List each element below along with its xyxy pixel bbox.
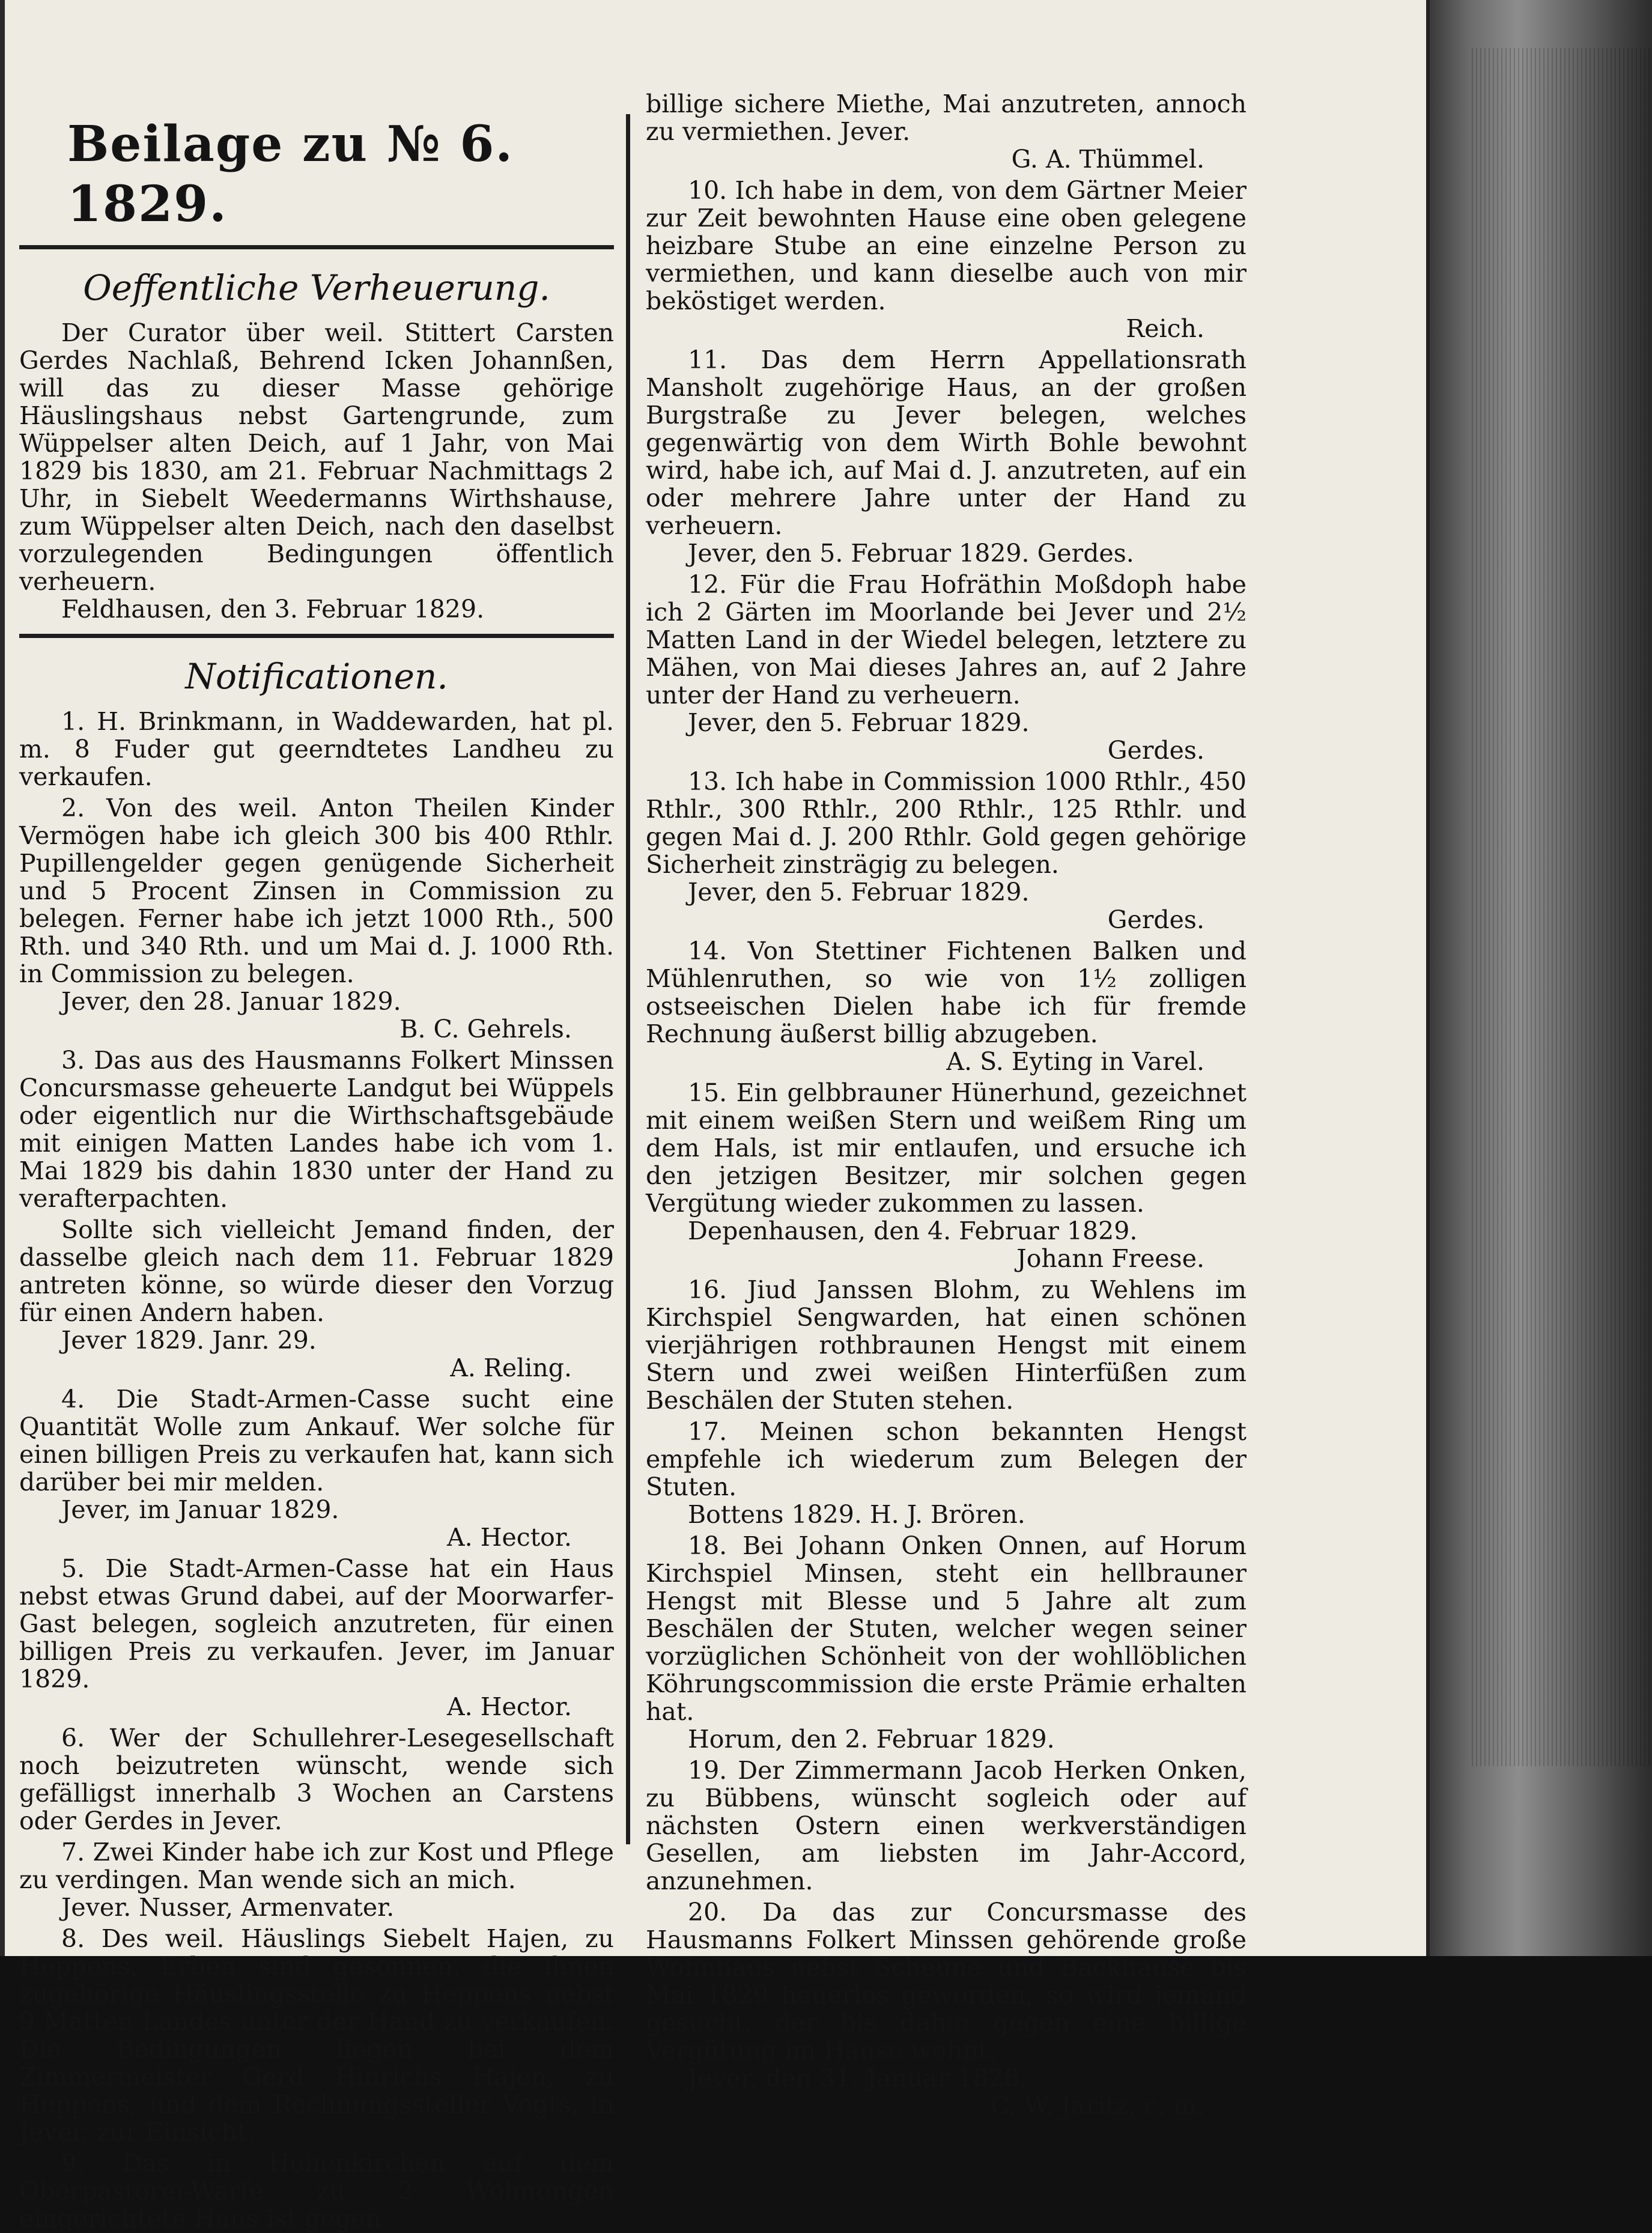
notice-13-date: Jever, den 5. Februar 1829.: [688, 878, 1030, 907]
notice-3-date: Jever 1829. Janr. 29.: [61, 1326, 317, 1355]
notice-9: 9. Das in Hohenkirchen auf dem Oberpastorei-Warfe zu 2 Wohnungen eingerichtete Haus ist gegen: [19, 2149, 614, 2233]
notice-14: 14. Von Stettiner Fichtenen Balken und Mühlenruthen, so wie von 1½ zolligen ostseeischen Dielen habe ich für fremde Rechnung äußerst billig abzugeben.: [646, 937, 1247, 1048]
notice-20-date: Jever, den 31. Januar 1828.: [688, 2064, 1028, 2092]
notice-7-signature: Jever. Nusser, Armenvater.: [61, 1893, 395, 1922]
column-divider: [626, 114, 630, 1844]
notice-10-signature: Reich.: [1126, 314, 1204, 343]
notice-12: 12. Für die Frau Hofräthin Moßdoph habe ich 2 Gärten im Moorlande bei Jever und 2½ Matten Land in der Wiedel belegen, letztere zu Mähen, von Mai dieses Jahres an, auf 2 Jahre unter der Hand zu verheuern.: [646, 570, 1247, 709]
notice-3: 3. Das aus des Hausmanns Folkert Minssen Concursmasse geheuerte Landgut bei Wüppels oder eigentlich nur die Wirthschaftsgebäude mit einigen Matten Landes habe ich vom 1. Mai 1829 bis dahin 1830 unter der Hand zu verafterpachten.: [19, 1046, 614, 1213]
notice-10: 10. Ich habe in dem, von dem Gärtner Meier zur Zeit bewohnten Hause eine oben gelegene heizbare Stube an eine einzelne Person zu vermiethen, und kann dieselbe auch von mir beköstiget werden.: [646, 176, 1247, 315]
notice-13: 13. Ich habe in Commission 1000 Rthlr., 450 Rthlr., 300 Rthlr., 200 Rthlr., 125 Rthlr. und gegen Mai d. J. 200 Rthlr. Gold gegen gehörige Sicherheit zinsträgig zu belegen.: [646, 767, 1247, 879]
notice-1: 1. H. Brinkmann, in Waddewarden, hat pl. m. 8 Fuder gut geerndtetes Landheu zu verkaufen.: [19, 707, 614, 791]
section-rule: [19, 634, 614, 638]
notice-17: 17. Meinen schon bekannten Hengst empfehle ich wiederum zum Belegen der Stuten.: [646, 1417, 1247, 1501]
book-spine: [1430, 0, 1652, 1956]
notice-4-signature: A. Hector.: [447, 1523, 572, 1552]
notice-11: 11. Das dem Herrn Appellationsrath Mansholt zugehörige Haus, an der großen Burgstraße zu Jever belegen, welches gegenwärtig von dem Wirth Bohle bewohnt wird, habe ich, auf Mai d. J. anzutreten, auf ein oder mehrere Jahre unter der Hand zu verheuern.: [646, 345, 1247, 540]
title-rule: [19, 245, 614, 249]
notice-18-date: Horum, den 2. Februar 1829.: [688, 1725, 1055, 1754]
notice-17-signature: Bottens 1829. H. J. Brören.: [688, 1500, 1025, 1529]
notice-8: 8. Des weil. Häuslings Siebelt Hajen, zu Heppens, Erben sind gesonnen, die ihnen zugehörige Häuslingsstelle zu Heppens nebst 9 Matten Landes unter der Hand zu verkaufen. Die Bedingungen liegen bei dem Zimmermeister Gerd Hinrichs Hajen, zu Heppens, und dem Rechnungssteller Vogts, in Jever, zur Einsicht.: [19, 1924, 614, 2146]
notice-12-signature: Gerdes.: [1107, 736, 1204, 765]
notice-2-signature: B. C. Gehrels.: [399, 1015, 572, 1044]
notice-12-date: Jever, den 5. Februar 1829.: [688, 708, 1030, 737]
notice-5-signature: A. Hector.: [447, 1692, 572, 1721]
notice-4-date: Jever, im Januar 1829.: [61, 1495, 339, 1524]
notice-18: 18. Bei Johann Onken Onnen, auf Horum Kirchspiel Minsen, steht ein hellbrauner Hengst mit Blesse und 5 Jahre alt zum Beschälen der Stuten, welcher wegen seiner vorzüglichen Schönheit von der wohllöblichen Köhrungscommission die erste Prämie erhalten hat.: [646, 1531, 1247, 1726]
notice-11-date: Jever, den 5. Februar 1829. Gerdes.: [688, 539, 1134, 568]
notice-2: 2. Von des weil. Anton Theilen Kinder Vermögen habe ich gleich 300 bis 400 Rthlr. Pupillengelder gegen genügende Sicherheit und 5 Procent Zinsen in Commission zu belegen. Ferner habe ich jetzt 1000 Rth., 500 Rth. und 340 Rth. und um Mai d. J. 1000 Rth. in Commission zu belegen.: [19, 794, 614, 988]
page-stack-edges: [1472, 48, 1652, 1766]
notice-2-date: Jever, den 28. Januar 1829.: [61, 987, 401, 1016]
notice-15: 15. Ein gelbbrauner Hünerhund, gezeichnet mit einem weißen Stern und weißem Ring um dem Hals, ist mir entlaufen, und ersuche ich den jetzigen Besitzer, mir solchen gegen Vergütung wieder zukommen zu lassen.: [646, 1078, 1247, 1218]
page-title: Beilage zu № 6. 1829.: [67, 115, 514, 233]
notice-6: 6. Wer der Schullehrer-Lesegesellschaft noch beizutreten wünscht, wende sich gefälligst innerhalb 3 Wochen an Carstens oder Gerdes in Jever.: [19, 1724, 614, 1835]
notice-9-continued: billige sichere Miethe, Mai anzutreten, annoch zu vermiethen. Jever.: [646, 90, 1247, 146]
notice-19: 19. Der Zimmermann Jacob Herken Onken, zu Bübbens, wünscht sogleich oder auf nächsten Ostern einen werkverständigen Gesellen, am liebsten im Jahr-Accord, anzunehmen.: [646, 1756, 1247, 1895]
verheuerung-date: Feldhausen, den 3. Februar 1829.: [61, 595, 485, 624]
notice-7: 7. Zwei Kinder habe ich zur Kost und Pflege zu verdingen. Man wende sich an mich.: [19, 1838, 614, 1894]
notice-16: 16. Jiud Janssen Blohm, zu Wehlens im Kirchspiel Sengwarden, hat einen schönen vierjährigen rothbraunen Hengst mit einem Stern und zwei weißen Hinterfüßen zum Beschälen der Stuten stehen.: [646, 1275, 1247, 1415]
notice-20-signature: C. W. Jaritz, c. m.: [991, 2091, 1204, 2120]
notice-15-date: Depenhausen, den 4. Februar 1829.: [688, 1217, 1138, 1245]
notice-5: 5. Die Stadt-Armen-Casse hat ein Haus nebst etwas Grund dabei, auf der Moorwarfer-Gast belegen, sogleich anzutreten, für einen billigen Preis zu verkaufen. Jever, im Januar 1829.: [19, 1554, 614, 1694]
section-title-verheuerung: Oeffentliche Verheuerung.: [83, 267, 550, 308]
left-column: [19, 84, 614, 2232]
notice-15-signature: Johann Freese.: [1016, 1244, 1204, 1273]
notice-3-continued: Sollte sich vielleicht Jemand finden, der dasselbe gleich nach dem 11. Februar 1829 antreten könne, so würde dieser den Vorzug für einen Andern haben.: [19, 1215, 614, 1327]
notice-9-signature: G. A. Thümmel.: [1011, 145, 1204, 174]
notice-13-signature: Gerdes.: [1107, 905, 1204, 934]
notice-14-signature: A. S. Eyting in Varel.: [946, 1047, 1204, 1076]
right-column: [646, 90, 1247, 2119]
notice-3-signature: A. Reling.: [450, 1353, 572, 1382]
section-title-notificationen: Notificationen.: [185, 656, 448, 697]
page-left-edge: [0, 0, 5, 1956]
verheuerung-text: Der Curator über weil. Stittert Carsten Gerdes Nachlaß, Behrend Icken Johannßen, will das zu dieser Masse gehörige Häuslingshaus nebst Gartengrunde, zum Wüppelser alten Deich, auf 1 Jahr, von Mai 1829 bis 1830, am 21. Februar Nachmittags 2 Uhr, in Siebelt Weedermanns Wirthshause, zum Wüppelser alten Deich, nach den daselbst vorzulegenden Bedingungen öffentlich verheuern.: [19, 318, 614, 596]
notice-20: 20. Da das zur Concursmasse des Hausmanns Folkert Minssen gehörende große Wohnhaus nebst Scheune und Backhause bis Mai 1829 heuerlos geworden, so wird jemand gesucht, der bis dahin gegen eine billige Vergütung im Hause wohnt.: [646, 1898, 1247, 2065]
notice-4: 4. Die Stadt-Armen-Casse sucht eine Quantität Wolle zum Ankauf. Wer solche für einen billigen Preis zu verkaufen hat, kann sich darüber bei mir melden.: [19, 1385, 614, 1496]
